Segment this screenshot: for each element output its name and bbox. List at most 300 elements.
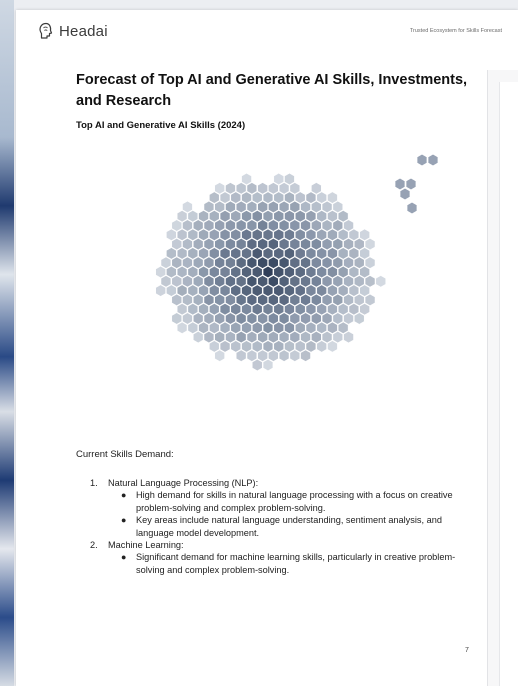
hex-cell — [317, 322, 327, 333]
hex-cell — [301, 201, 311, 212]
hex-cell — [156, 285, 166, 296]
hex-cell — [220, 285, 230, 296]
hex-cell — [252, 248, 262, 259]
hex-cell — [306, 341, 316, 352]
hex-cell — [268, 201, 278, 212]
bullet-text: High demand for skills in natural language processing with a focus on creative problem-solving and complex problem-solving. — [136, 490, 453, 513]
hex-cell — [242, 285, 252, 296]
hex-cell — [193, 257, 203, 268]
hex-cell — [290, 331, 300, 342]
list-bullet — [90, 514, 480, 539]
hex-cell — [242, 229, 252, 240]
hex-cell — [317, 266, 327, 277]
hex-cell — [406, 178, 416, 189]
hex-cell — [252, 285, 262, 296]
hex-cell — [215, 201, 225, 212]
hex-cell — [183, 257, 193, 268]
hex-cell — [252, 266, 262, 277]
hex-cell — [317, 304, 327, 315]
hex-cell — [231, 285, 241, 296]
hex-cell — [172, 238, 182, 249]
hex-cell — [166, 248, 176, 259]
hex-cell — [231, 248, 241, 259]
hex-cell — [258, 257, 268, 268]
hex-cell — [290, 201, 300, 212]
hex-cell — [263, 359, 273, 370]
hex-cell — [365, 276, 375, 287]
hex-cell — [252, 229, 262, 240]
hex-cell — [242, 341, 252, 352]
hex-cell — [242, 192, 252, 203]
hex-cell — [274, 341, 284, 352]
hex-cell — [328, 248, 338, 259]
page-title: Forecast of Top AI and Generative AI Skills, Investments, and Research — [76, 72, 468, 109]
hex-cell — [322, 276, 332, 287]
hex-cell — [263, 192, 273, 203]
hex-cell — [193, 276, 203, 287]
hex-cell — [306, 229, 316, 240]
hex-cell — [215, 220, 225, 231]
hex-cell — [220, 341, 230, 352]
hex-cell — [279, 294, 289, 305]
hex-cell — [166, 285, 176, 296]
hex-cell — [199, 229, 209, 240]
hex-cell — [333, 294, 343, 305]
hex-cell — [285, 248, 295, 259]
hex-cell — [236, 201, 246, 212]
hex-cell — [365, 257, 375, 268]
hex-cell — [258, 220, 268, 231]
hex-cell — [231, 266, 241, 277]
hex-cell — [306, 266, 316, 277]
list-number: 1. — [90, 478, 98, 488]
hex-cell — [199, 248, 209, 259]
hex-cell — [183, 313, 193, 324]
hex-cell — [252, 359, 262, 370]
skills-list — [90, 477, 480, 576]
hex-cell — [322, 201, 332, 212]
hex-cell — [301, 238, 311, 249]
hex-cell — [285, 341, 295, 352]
hex-cell — [274, 211, 284, 222]
hex-cell — [199, 322, 209, 333]
hex-cell — [354, 276, 364, 287]
headai-logo — [38, 22, 108, 40]
hex-cell — [311, 220, 321, 231]
hex-cell — [290, 294, 300, 305]
hex-cell — [311, 294, 321, 305]
hex-cell — [252, 192, 262, 203]
hex-cell — [279, 257, 289, 268]
hex-cell — [290, 220, 300, 231]
list-item-label: Natural Language Processing (NLP): — [108, 478, 259, 488]
hex-cell — [226, 201, 236, 212]
hex-cell — [338, 211, 348, 222]
hex-cell — [333, 331, 343, 342]
hex-cell — [220, 229, 230, 240]
hex-cell — [258, 331, 268, 342]
hex-cell — [183, 238, 193, 249]
hex-cell — [274, 304, 284, 315]
hex-cell — [306, 322, 316, 333]
hex-cell — [236, 294, 246, 305]
hex-cell — [279, 276, 289, 287]
list-item-label: Machine Learning: — [108, 540, 184, 551]
bullet-icon: ● — [121, 552, 127, 563]
hex-cell — [209, 192, 219, 203]
hex-cell — [215, 276, 225, 287]
background-strip — [0, 0, 14, 686]
hex-cell — [328, 341, 338, 352]
hex-cell — [311, 183, 321, 194]
hex-cell — [263, 211, 273, 222]
hex-cell — [226, 183, 236, 194]
hex-cell — [338, 322, 348, 333]
hex-cell — [349, 248, 359, 259]
hex-cell — [279, 350, 289, 361]
hex-cell — [204, 257, 214, 268]
section-label: Current Skills Demand: — [76, 449, 174, 460]
hex-cell — [247, 257, 257, 268]
hex-cell — [274, 322, 284, 333]
hex-cell — [258, 294, 268, 305]
hex-cell — [199, 304, 209, 315]
hex-cell — [226, 294, 236, 305]
hex-cell — [295, 211, 305, 222]
hex-cell — [306, 248, 316, 259]
hex-cell — [199, 211, 209, 222]
list-bullet — [90, 489, 480, 514]
hex-cell — [209, 266, 219, 277]
hex-cell — [301, 257, 311, 268]
hex-cell — [400, 188, 410, 199]
hex-cell — [407, 202, 417, 213]
list-number: 2. — [90, 540, 98, 551]
hex-cell — [247, 183, 257, 194]
hex-cell — [274, 285, 284, 296]
hex-cell — [177, 285, 187, 296]
hex-cell — [354, 294, 364, 305]
hex-cell — [274, 229, 284, 240]
hex-cell — [328, 285, 338, 296]
hex-cell — [204, 238, 214, 249]
hex-cell — [295, 248, 305, 259]
hex-cell — [376, 276, 386, 287]
hex-cell — [247, 201, 257, 212]
hex-cell — [317, 341, 327, 352]
hex-cell — [156, 266, 166, 277]
hex-cell — [333, 238, 343, 249]
hex-cell — [344, 238, 354, 249]
hex-cell — [247, 238, 257, 249]
hex-cell — [365, 294, 375, 305]
hex-cell — [183, 220, 193, 231]
hex-cell — [311, 201, 321, 212]
hex-cell — [209, 211, 219, 222]
hex-cell — [295, 322, 305, 333]
logo-text: Headai — [59, 22, 108, 40]
hex-cell — [344, 276, 354, 287]
hex-cell — [360, 285, 370, 296]
hex-cell — [215, 331, 225, 342]
hex-cell — [360, 266, 370, 277]
hex-cell — [322, 313, 332, 324]
hex-cell — [226, 238, 236, 249]
hex-cell — [290, 276, 300, 287]
hex-cell — [322, 294, 332, 305]
hex-cell — [279, 220, 289, 231]
hex-cell — [247, 313, 257, 324]
hex-cell — [338, 229, 348, 240]
hex-cell — [317, 211, 327, 222]
skills-hexmap — [150, 150, 440, 400]
hex-cell — [183, 276, 193, 287]
hex-cell — [306, 304, 316, 315]
hex-cell — [360, 304, 370, 315]
list-item — [90, 477, 480, 489]
hex-cell — [263, 322, 273, 333]
hex-cell — [311, 313, 321, 324]
hex-cell — [285, 173, 295, 184]
bullet-icon: ● — [121, 490, 127, 501]
hex-cell — [290, 183, 300, 194]
hex-cell — [258, 201, 268, 212]
hex-cell — [204, 276, 214, 287]
hex-cell — [279, 313, 289, 324]
hex-cell — [193, 238, 203, 249]
hex-cell — [306, 285, 316, 296]
hex-cell — [215, 350, 225, 361]
hex-cell — [242, 322, 252, 333]
hex-cell — [236, 220, 246, 231]
hex-cell — [354, 238, 364, 249]
hex-cell — [215, 313, 225, 324]
hex-cell — [209, 304, 219, 315]
hex-cell — [338, 266, 348, 277]
hex-cell — [328, 229, 338, 240]
hex-cell — [290, 350, 300, 361]
hex-cell — [263, 304, 273, 315]
hex-cell — [306, 192, 316, 203]
hex-cell — [172, 276, 182, 287]
hex-cell — [317, 248, 327, 259]
hex-cell — [231, 211, 241, 222]
hex-cell — [279, 201, 289, 212]
adjacent-page-sheet — [499, 82, 518, 686]
hex-cell — [285, 304, 295, 315]
hex-cell — [226, 220, 236, 231]
hex-cell — [268, 220, 278, 231]
hex-cell — [285, 192, 295, 203]
hex-cell — [242, 248, 252, 259]
hex-cell — [322, 331, 332, 342]
hex-cell — [365, 238, 375, 249]
hex-cell — [220, 192, 230, 203]
hex-cell — [344, 257, 354, 268]
hex-cell — [301, 313, 311, 324]
bullet-icon: ● — [121, 515, 127, 526]
hex-cell — [231, 304, 241, 315]
hex-cell — [242, 266, 252, 277]
hex-cell — [177, 304, 187, 315]
hex-cell — [258, 238, 268, 249]
hex-cell — [349, 266, 359, 277]
hex-cell — [295, 304, 305, 315]
hex-cell — [295, 341, 305, 352]
hex-cell — [322, 220, 332, 231]
hex-cell — [177, 322, 187, 333]
hex-cell — [209, 229, 219, 240]
hex-cell — [204, 220, 214, 231]
hex-cell — [328, 192, 338, 203]
hex-cell — [215, 238, 225, 249]
hex-cell — [328, 211, 338, 222]
hex-cell — [279, 331, 289, 342]
hex-cell — [417, 154, 427, 165]
hex-cell — [285, 229, 295, 240]
hex-cell — [301, 220, 311, 231]
hex-cell — [344, 331, 354, 342]
hex-cell — [268, 276, 278, 287]
hex-cell — [236, 238, 246, 249]
hex-cell — [317, 229, 327, 240]
hex-cell — [209, 248, 219, 259]
hex-cell — [215, 257, 225, 268]
hex-cell — [204, 331, 214, 342]
hex-cell — [268, 313, 278, 324]
hex-cell — [226, 331, 236, 342]
hex-cell — [236, 331, 246, 342]
hex-cell — [220, 266, 230, 277]
hex-cell — [231, 192, 241, 203]
hex-cell — [333, 257, 343, 268]
hex-cell — [322, 238, 332, 249]
hex-cell — [279, 238, 289, 249]
hex-cell — [344, 313, 354, 324]
hex-cell — [220, 322, 230, 333]
hex-cell — [268, 350, 278, 361]
hex-cell — [161, 257, 171, 268]
hex-cell — [242, 304, 252, 315]
hex-cell — [236, 350, 246, 361]
hex-cell — [338, 304, 348, 315]
hex-cell — [226, 257, 236, 268]
hex-cell — [263, 229, 273, 240]
hex-cell — [193, 294, 203, 305]
hex-cell — [322, 257, 332, 268]
hex-cell — [247, 331, 257, 342]
hex-cell — [328, 304, 338, 315]
hex-cell — [209, 285, 219, 296]
hex-cell — [204, 313, 214, 324]
figure-subtitle: Top AI and Generative AI Skills (2024) — [76, 120, 246, 131]
bullet-text: Key areas include natural language understanding, sentiment analysis, and language model development. — [136, 515, 442, 538]
hex-cell — [204, 201, 214, 212]
hex-cell — [338, 285, 348, 296]
hex-cell — [193, 331, 203, 342]
hex-cell — [258, 276, 268, 287]
hex-cell — [226, 276, 236, 287]
hex-cell — [268, 294, 278, 305]
hex-cell — [311, 238, 321, 249]
hex-cell — [338, 248, 348, 259]
hex-cell — [242, 173, 252, 184]
hex-cell — [268, 331, 278, 342]
hex-cell — [285, 266, 295, 277]
hex-cell — [263, 285, 273, 296]
header-tagline: Trusted Ecosystem for Skills Forecast — [409, 28, 502, 34]
hex-cell — [349, 285, 359, 296]
hex-cell — [193, 220, 203, 231]
list-item — [90, 539, 480, 551]
hex-cell — [188, 211, 198, 222]
hex-cell — [333, 201, 343, 212]
hex-cell — [428, 154, 438, 165]
hex-cell — [317, 285, 327, 296]
hex-cell — [311, 257, 321, 268]
hex-cell — [295, 266, 305, 277]
bullet-text: Significant demand for machine learning skills, particularly in creative problem-solving and complex problem-solving. — [136, 552, 456, 575]
hex-cell — [177, 248, 187, 259]
hex-cell — [236, 276, 246, 287]
hex-cell — [231, 229, 241, 240]
hex-cell — [274, 173, 284, 184]
hex-cell — [263, 266, 273, 277]
hex-cell — [333, 276, 343, 287]
hex-cell — [220, 211, 230, 222]
hex-cell — [172, 220, 182, 231]
hex-cell — [247, 294, 257, 305]
hex-cell — [395, 178, 405, 189]
hex-cell — [295, 285, 305, 296]
hex-cell — [247, 350, 257, 361]
hex-cell — [161, 276, 171, 287]
hex-cell — [258, 350, 268, 361]
hex-cell — [172, 257, 182, 268]
hex-cell — [183, 294, 193, 305]
hex-cell — [258, 313, 268, 324]
hex-cell — [274, 192, 284, 203]
hex-cell — [301, 276, 311, 287]
hex-cell — [333, 313, 343, 324]
hex-cell — [166, 229, 176, 240]
hex-cell — [252, 341, 262, 352]
hex-cell — [177, 229, 187, 240]
hex-cell — [193, 313, 203, 324]
hex-cell — [188, 304, 198, 315]
hex-cell — [274, 248, 284, 259]
hex-cell — [290, 257, 300, 268]
hex-cell — [188, 266, 198, 277]
hex-cell — [263, 341, 273, 352]
hex-cell — [215, 294, 225, 305]
hex-cell — [231, 341, 241, 352]
hex-cell — [354, 257, 364, 268]
hex-cell — [263, 248, 273, 259]
hex-cell — [258, 183, 268, 194]
list-bullet — [90, 551, 480, 576]
hex-cell — [231, 322, 241, 333]
hex-cell — [279, 183, 289, 194]
hex-cell — [344, 220, 354, 231]
hex-cell — [306, 211, 316, 222]
hex-cell — [226, 313, 236, 324]
hex-cell — [220, 304, 230, 315]
hex-cell — [172, 294, 182, 305]
hex-cell — [236, 313, 246, 324]
hex-cell — [301, 331, 311, 342]
hex-cell — [290, 238, 300, 249]
